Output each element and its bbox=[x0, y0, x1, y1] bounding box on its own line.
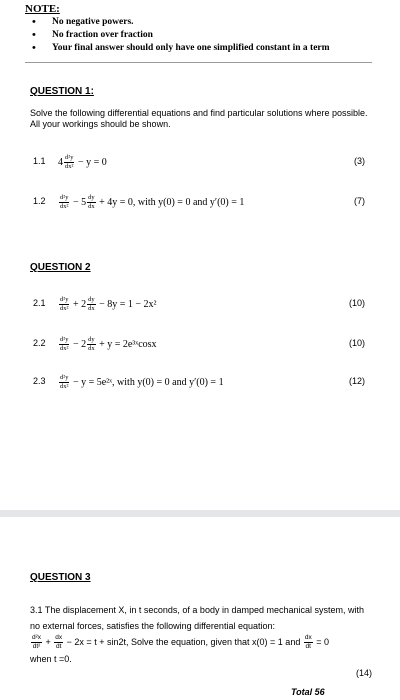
item-number: 2.2 bbox=[33, 338, 46, 348]
page-break-band bbox=[0, 510, 400, 517]
equation: $\frac{\text{d²x}}{\text{dt²}}$ + $\frac{dx}{dt}$ − 2x = t + sin2t, Solve the equation, given that x(0) = 1 and $\frac{dx}{dt}$ = 0 bbox=[32, 634, 329, 651]
equation: 4 $\frac{\text{d²y}}{\text{dx²}}$ − y = 0 bbox=[58, 153, 107, 170]
note-item: • Your final answer should only have one simplified constant in a term bbox=[32, 42, 330, 55]
item-marks: (10) bbox=[348, 298, 365, 308]
total-marks: Total 56 bbox=[291, 687, 325, 697]
question-item-2-2 bbox=[30, 332, 365, 356]
question-3-heading: QUESTION 3 bbox=[30, 572, 91, 583]
question-item-2-3 bbox=[30, 370, 365, 394]
note-list bbox=[32, 16, 330, 55]
item-marks: (7) bbox=[354, 196, 365, 206]
question-item-1-2 bbox=[30, 190, 365, 214]
equation: $\frac{\text{d²y}}{\text{dx²}}$ + 2 $\frac{dy}{dx}$ − 8y = 1 − 2x² bbox=[60, 295, 157, 312]
question-1-intro: Solve the following differential equations and find particular solutions where possible. All your workings should be shown. bbox=[30, 108, 368, 129]
item-number: 1.2 bbox=[33, 196, 46, 206]
note-title: NOTE: bbox=[25, 3, 60, 15]
item-number: 1.1 bbox=[33, 156, 46, 166]
question-item-2-1 bbox=[30, 292, 365, 316]
item-marks: (10) bbox=[348, 338, 365, 348]
divider bbox=[25, 62, 372, 63]
question-item-1-1 bbox=[30, 150, 365, 174]
equation: $\frac{\text{d²y}}{\text{dx²}}$ − y = 5e²ˣ, with y(0) = 0 and y′(0) = 1 bbox=[60, 373, 224, 390]
item-number: 2.3 bbox=[33, 376, 46, 386]
question-1-heading: QUESTION 1: bbox=[30, 86, 94, 97]
note-item: • No negative powers. bbox=[32, 16, 330, 29]
item-marks: (12) bbox=[348, 376, 365, 386]
equation: $\frac{\text{d²y}}{\text{dx²}}$ − 2 $\frac{dy}{dx}$ + y = 2e³ˣcosx bbox=[60, 335, 157, 352]
item-marks: (3) bbox=[354, 156, 365, 166]
question-item-3-1 bbox=[30, 602, 375, 667]
question-3-text: 3.1 The displacement X, in t seconds, of a body in damped mechanical system, with no external forces, satisfies the following differential equation: bbox=[30, 605, 365, 631]
item-marks: (14) bbox=[355, 668, 372, 678]
item-number: 2.1 bbox=[33, 298, 46, 308]
note-item: • No fraction over fraction bbox=[32, 29, 330, 42]
question-2-heading: QUESTION 2 bbox=[30, 262, 91, 273]
question-3-condition: when t =0. bbox=[30, 654, 72, 665]
equation: $\frac{\text{d²y}}{\text{dx²}}$ − 5 $\frac{dy}{dx}$ + 4y = 0, with y(0) = 0 and y′(0) = 1 bbox=[60, 193, 245, 210]
